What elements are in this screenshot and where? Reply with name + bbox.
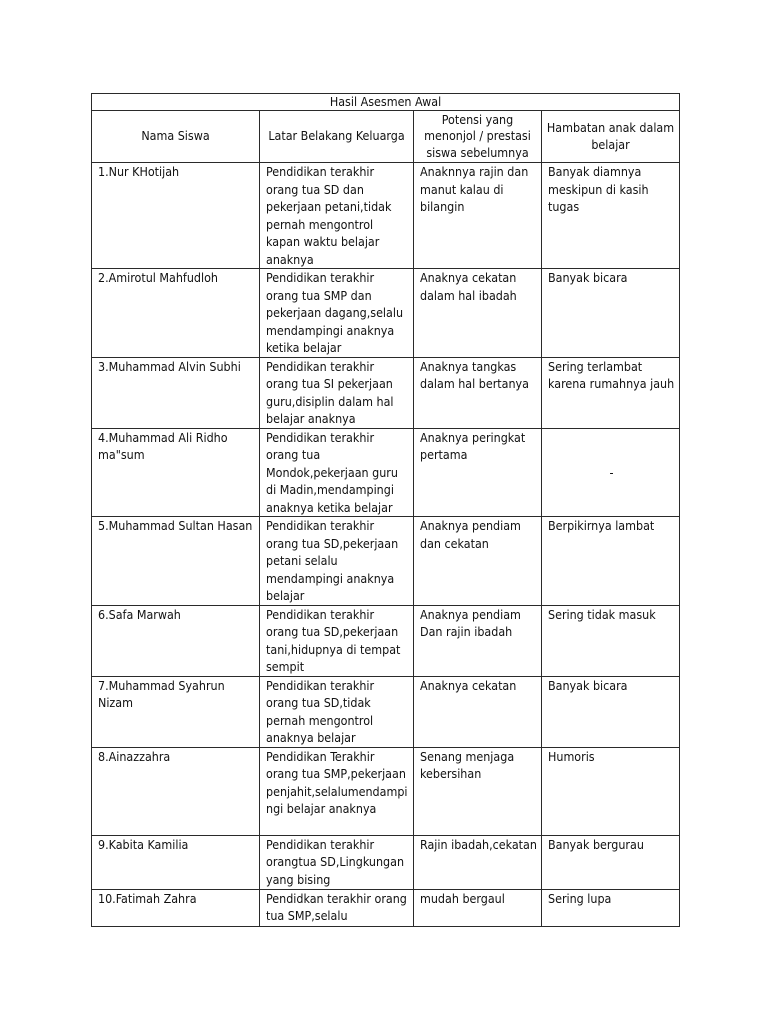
cell-student-name: 6.Safa Marwah	[92, 605, 260, 676]
table-row	[92, 605, 680, 676]
cell-family-background: Pendidikan terakhir orangtua SD,Lingkungan yang bising	[260, 835, 414, 889]
header-obstacle: Hambatan anak dalam belajar	[542, 111, 680, 163]
cell-family-background: Pendidikan terakhir orang tua SI pekerjaan guru,disiplin dalam hal belajar anaknya	[260, 357, 414, 428]
cell-potential: Anaknya pendiam Dan rajin ibadah	[414, 605, 542, 676]
cell-obstacle: -	[542, 428, 680, 517]
cell-potential: Senang menjaga kebersihan	[414, 747, 542, 835]
cell-potential: Anaknnya rajin dan manut kalau di bilangin	[414, 163, 542, 269]
table-row	[92, 269, 680, 358]
header-background: Latar Belakang Keluarga	[260, 111, 414, 163]
cell-potential: Rajin ibadah,cekatan	[414, 835, 542, 889]
cell-family-background: Pendidikan terakhir orang tua SD,tidak pernah mengontrol anaknya belajar	[260, 676, 414, 747]
table-row	[92, 428, 680, 517]
cell-student-name: 2.Amirotul Mahfudloh	[92, 269, 260, 358]
cell-obstacle: Sering lupa	[542, 889, 680, 926]
cell-potential: Anaknya cekatan	[414, 676, 542, 747]
cell-family-background: Pendidkan terakhir orang tua SMP,selalu	[260, 889, 414, 926]
cell-student-name: 9.Kabita Kamilia	[92, 835, 260, 889]
cell-family-background: Pendidikan terakhir orang tua SMP dan pekerjaan dagang,selalu mendampingi anaknya ketika belajar	[260, 269, 414, 358]
cell-family-background: Pendidikan terakhir orang tua Mondok,pekerjaan guru di Madin,mendampingi anaknya ketika belajar	[260, 428, 414, 517]
table-title-row	[92, 94, 680, 111]
cell-obstacle: Sering tidak masuk	[542, 605, 680, 676]
header-name: Nama Siswa	[92, 111, 260, 163]
cell-potential: Anaknya peringkat pertama	[414, 428, 542, 517]
cell-family-background: Pendidikan terakhir orang tua SD,pekerjaan tani,hidupnya di tempat sempit	[260, 605, 414, 676]
cell-obstacle: Berpikirnya lambat	[542, 517, 680, 606]
table-row	[92, 517, 680, 606]
header-potential: Potensi yang menonjol / prestasi siswa sebelumnya	[414, 111, 542, 163]
cell-student-name: 10.Fatimah Zahra	[92, 889, 260, 926]
table-row	[92, 676, 680, 747]
cell-family-background: Pendidikan terakhir orang tua SD,pekerjaan petani selalu mendampingi anaknya belajar	[260, 517, 414, 606]
cell-student-name: 1.Nur KHotijah	[92, 163, 260, 269]
cell-obstacle: Sering terlambat karena rumahnya jauh	[542, 357, 680, 428]
cell-student-name: 8.Ainazzahra	[92, 747, 260, 835]
table-header-row	[92, 111, 680, 163]
cell-student-name: 5.Muhammad Sultan Hasan	[92, 517, 260, 606]
cell-student-name: 3.Muhammad Alvin Subhi	[92, 357, 260, 428]
cell-obstacle: Banyak bergurau	[542, 835, 680, 889]
cell-potential: Anaknya cekatan dalam hal ibadah	[414, 269, 542, 358]
cell-potential: Anaknya tangkas dalam hal bertanya	[414, 357, 542, 428]
table-row	[92, 889, 680, 926]
table-title: Hasil Asesmen Awal	[92, 94, 680, 111]
assessment-table	[91, 93, 680, 927]
cell-potential: Anaknya pendiam dan cekatan	[414, 517, 542, 606]
table-row	[92, 163, 680, 269]
cell-student-name: 7.Muhammad Syahrun Nizam	[92, 676, 260, 747]
cell-potential: mudah bergaul	[414, 889, 542, 926]
cell-family-background: Pendidikan Terakhir orang tua SMP,pekerjaan penjahit,selalumendampingi belajar anaknya	[260, 747, 414, 835]
table-row	[92, 357, 680, 428]
table-row	[92, 747, 680, 835]
table-row	[92, 835, 680, 889]
cell-obstacle: Banyak bicara	[542, 676, 680, 747]
cell-family-background: Pendidikan terakhir orang tua SD dan pekerjaan petani,tidak pernah mengontrol kapan waktu belajar anaknya	[260, 163, 414, 269]
cell-obstacle: Banyak diamnya meskipun di kasih tugas	[542, 163, 680, 269]
cell-obstacle: Humoris	[542, 747, 680, 835]
cell-student-name: 4.Muhammad Ali Ridho ma"sum	[92, 428, 260, 517]
cell-obstacle: Banyak bicara	[542, 269, 680, 358]
